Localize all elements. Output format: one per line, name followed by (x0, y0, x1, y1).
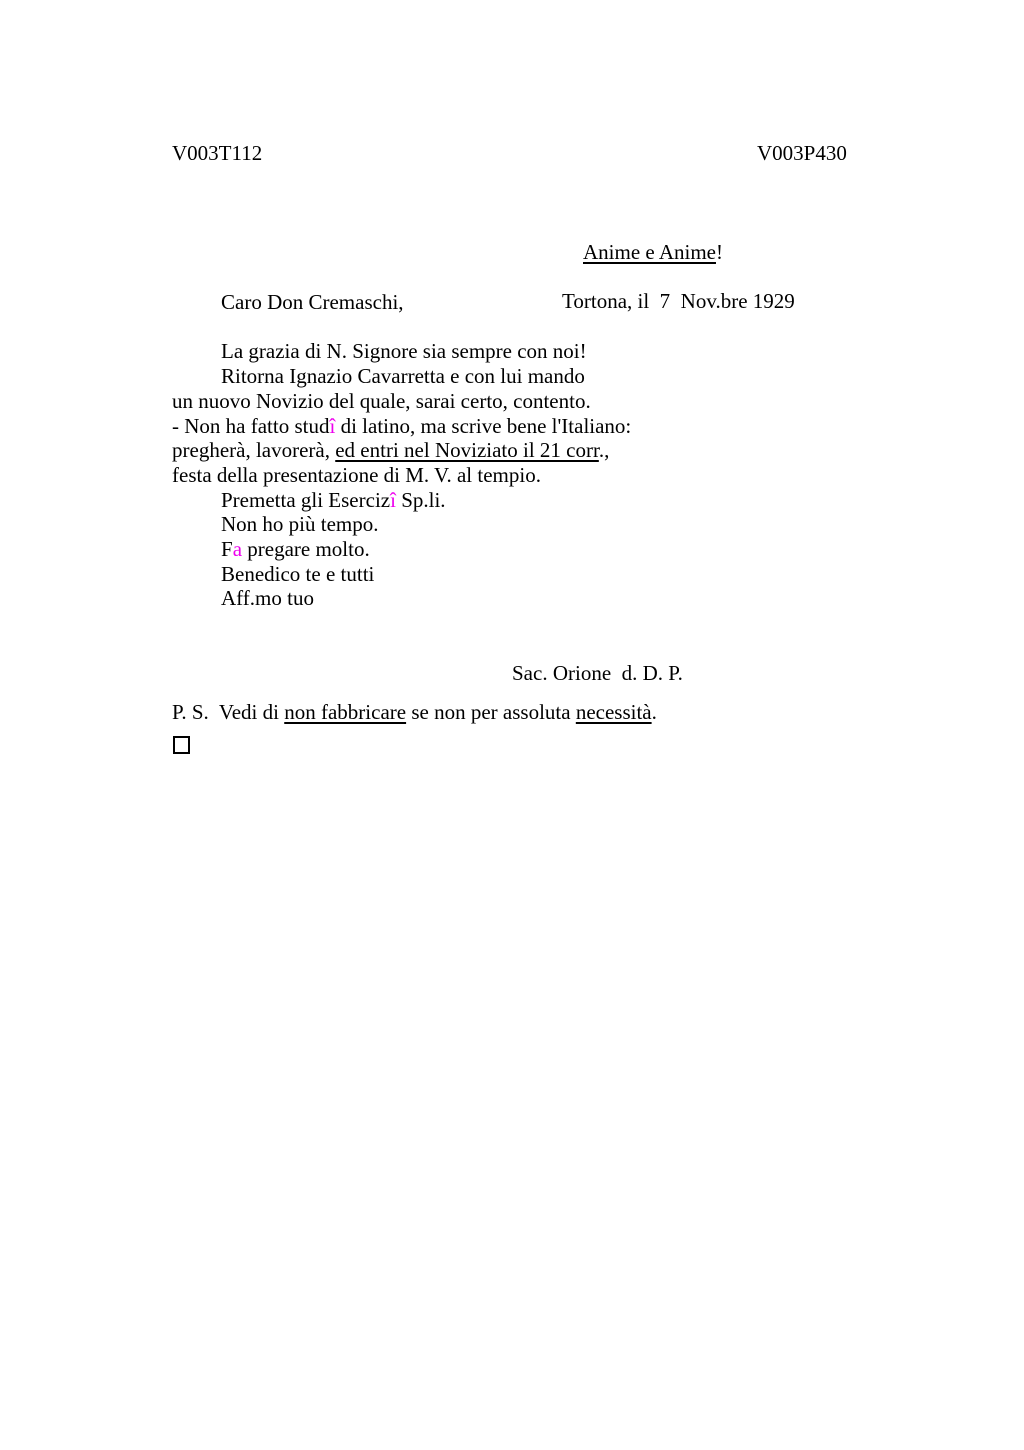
letter-line (172, 364, 862, 389)
header-code-right: V003P430 (757, 141, 847, 165)
text-segment: F (221, 537, 233, 562)
letter-line (172, 463, 862, 488)
text-segment: festa della presentazione di M. V. al tempio. (172, 462, 541, 487)
letter-line (172, 290, 862, 315)
text-segment: di latino, ma scrive bene l'Italiano: (335, 413, 632, 438)
text-segment: pregherà, lavorerà, (172, 438, 336, 463)
letter-heading-suffix: ! (715, 239, 723, 264)
text-segment: - Non ha fatto stud (172, 413, 330, 438)
letter-line (172, 414, 862, 439)
text-segment: ., (598, 438, 610, 463)
text-segment: Ritorna Ignazio Cavarretta e con lui mando (221, 364, 585, 389)
letter-line (172, 537, 862, 562)
letter-line (172, 488, 862, 513)
letter-line (172, 586, 862, 611)
magenta-char: î (329, 413, 336, 438)
text-segment: Benedico te e tutti (221, 561, 375, 586)
blank-line (172, 315, 862, 340)
underlined-text: non fabbricare (284, 700, 407, 724)
underlined-text: necessità (575, 700, 652, 724)
place-date-line: Tortona, il 7 Nov.bre 1929 (562, 289, 795, 314)
magenta-char: î (390, 487, 396, 512)
text-segment: Non ho più tempo. (221, 512, 379, 537)
text-segment: se non per assoluta (406, 700, 576, 724)
postscript-line (172, 700, 872, 725)
header-code-left: V003T112 (172, 141, 263, 165)
text-segment: Caro Don Cremaschi, (221, 290, 404, 314)
letter-line (172, 512, 862, 537)
empty-square-icon (173, 736, 190, 754)
underlined-text: ed entri nel Noviziato il 21 corr (335, 438, 599, 463)
text-segment: . (651, 700, 657, 724)
letter-body (172, 290, 862, 611)
letter-line (172, 339, 862, 364)
letter-line (172, 389, 862, 414)
letter-line (172, 562, 862, 587)
text-segment: La grazia di N. Signore sia sempre con noi! (221, 339, 587, 364)
text-segment: P. S. Vedi di (172, 700, 285, 724)
text-segment: pregare molto. (242, 537, 370, 562)
text-segment: Premetta gli Eserciz (221, 487, 391, 512)
text-segment: un nuovo Novizio del quale, sarai certo, contento. (172, 388, 591, 413)
text-segment: Sp.li. (395, 487, 446, 512)
signature-line: Sac. Orione d. D. P. (512, 661, 683, 685)
letter-line (172, 438, 862, 463)
letter-heading (562, 215, 795, 289)
magenta-char: a (232, 537, 243, 562)
letter-heading-underlined: Anime e Anime (583, 239, 716, 264)
text-segment: Aff.mo tuo (221, 586, 314, 611)
